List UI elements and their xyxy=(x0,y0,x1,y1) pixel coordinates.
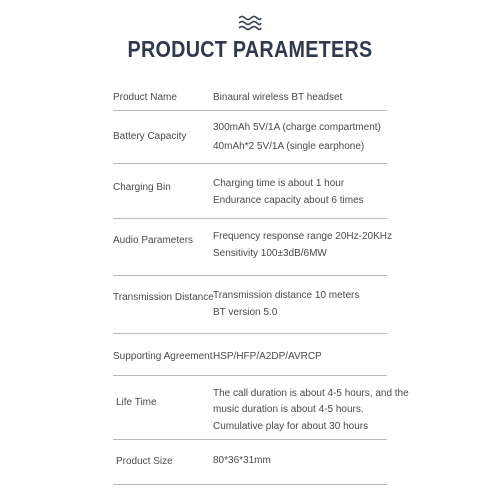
row-value: Binaural wireless BT headset xyxy=(213,92,343,103)
row-label: Supporting Agreement xyxy=(113,351,213,362)
row-value: The call duration is about 4-5 hours, and the xyxy=(213,388,409,399)
row-value: Cumulative play for about 30 hours xyxy=(213,421,369,432)
row-value: Charging time is about 1 hour xyxy=(213,178,345,189)
row-value: BT version 5.0 xyxy=(213,307,278,318)
row-value: 300mAh 5V/1A (charge compartment) xyxy=(213,122,381,133)
page-title: PRODUCT PARAMETERS xyxy=(127,36,373,62)
divider xyxy=(113,439,387,440)
row-label: Product Size xyxy=(116,456,173,467)
row-label: Life Time xyxy=(116,397,157,408)
row-value: Endurance capacity about 6 times xyxy=(213,195,364,206)
row-value: Transmission distance 10 meters xyxy=(213,290,360,301)
divider xyxy=(113,110,387,111)
wave-icon xyxy=(238,14,262,32)
divider xyxy=(113,375,387,376)
row-value: 40mAh*2 5V/1A (single earphone) xyxy=(213,141,365,152)
row-value: 80*36*31mm xyxy=(213,455,271,466)
row-label: Charging Bin xyxy=(113,182,171,193)
divider xyxy=(113,218,387,219)
divider xyxy=(113,275,387,276)
row-value: Sensitivity 100±3dB/6MW xyxy=(213,248,327,259)
row-value: Frequency response range 20Hz-20KHz xyxy=(213,231,392,242)
row-label: Battery Capacity xyxy=(113,131,187,142)
row-label: Transmission Distance xyxy=(113,292,214,303)
row-value: music duration is about 4-5 hours. xyxy=(213,404,364,415)
row-label: Product Name xyxy=(113,92,177,103)
divider xyxy=(113,333,387,334)
divider xyxy=(113,163,387,164)
row-value: HSP/HFP/A2DP/AVRCP xyxy=(213,351,322,362)
row-label: Audio Parameters xyxy=(113,235,194,246)
divider xyxy=(113,484,387,485)
